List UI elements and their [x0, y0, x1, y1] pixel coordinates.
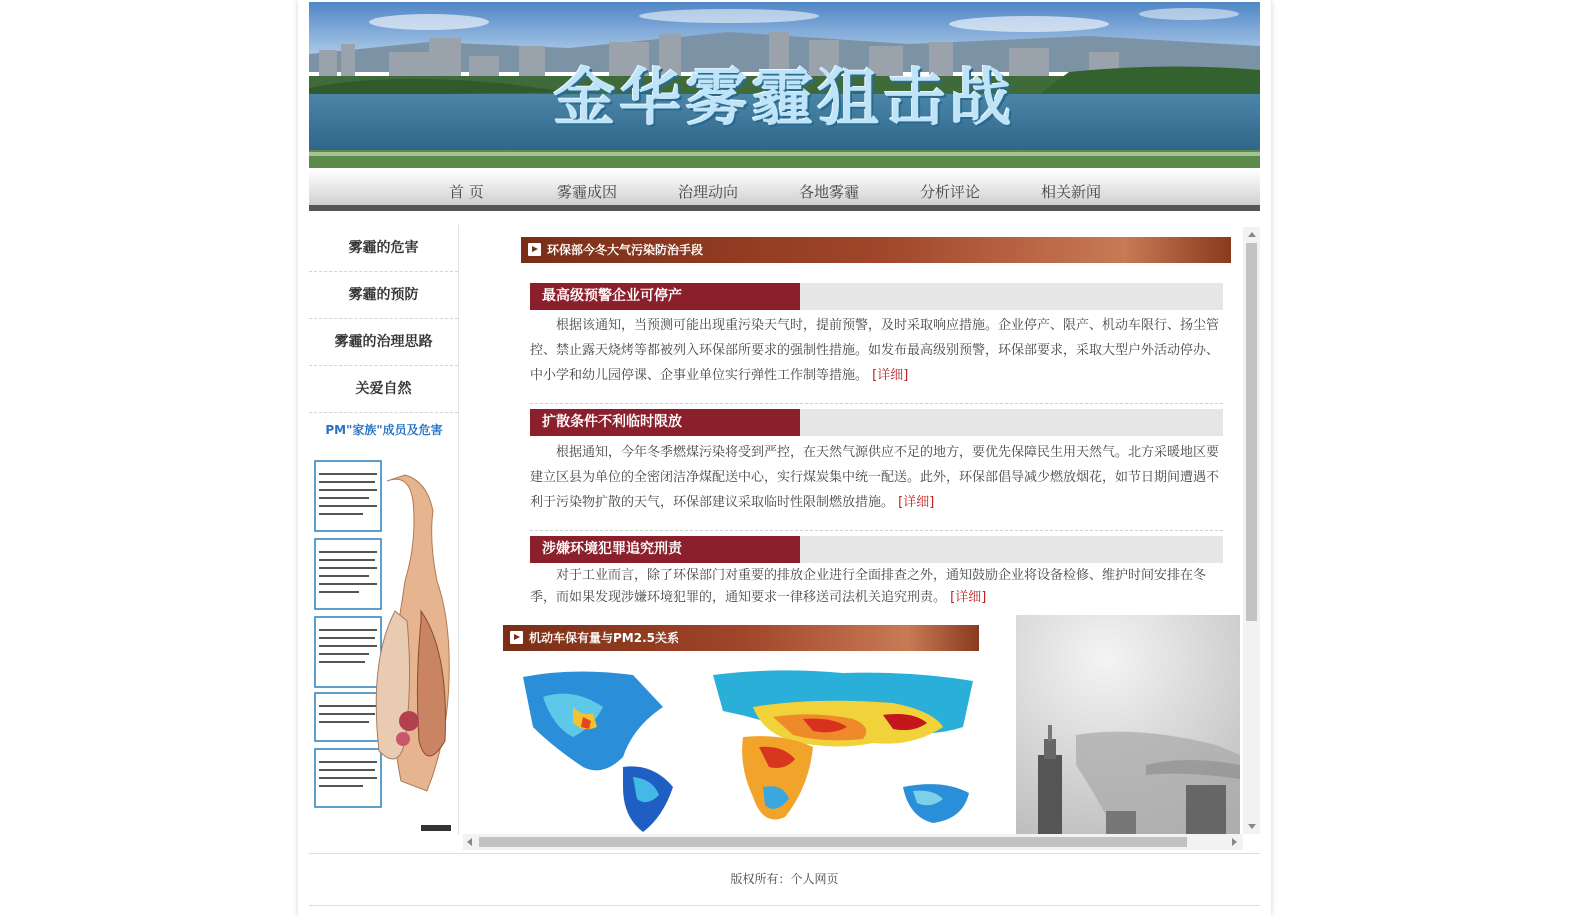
nav-item-governance[interactable]: 治理动向	[678, 183, 739, 201]
vertical-scroll-thumb[interactable]	[1246, 243, 1257, 621]
horizontal-scrollbar[interactable]	[463, 834, 1243, 850]
nav-item-analysis[interactable]: 分析评论	[920, 183, 981, 201]
vertical-scrollbar[interactable]	[1243, 227, 1260, 834]
section-title-pollution-measures: 环保部今冬大气污染防治手段	[547, 243, 704, 257]
pm-family-infographic	[309, 421, 459, 835]
news-more-link-2[interactable]: [详细]	[898, 495, 935, 510]
news-body-1	[530, 313, 1223, 388]
news-more-link-1[interactable]: [详细]	[872, 368, 909, 383]
horizontal-scroll-thumb[interactable]	[479, 837, 1187, 847]
news-divider	[530, 403, 1223, 404]
world-pm25-map-image	[513, 667, 979, 834]
news-title-3[interactable]: 涉嫌环境犯罪追究刑责	[530, 536, 800, 563]
news-text-2: 根据通知，今年冬季燃煤污染将受到严控，在天然气源供应不足的地方，要优先保障民生用天然气。北方采暖地区要建立区县为单位的全密闭洁净煤配送中心，实行煤炭集中统一配送。此外，环保部倡导减少燃放烟花，如节日期间遭遇不利于污染物扩散的天气，环保部建议采取临时性限制燃放措施。	[530, 445, 1220, 510]
news-more-link-3[interactable]: [详细]	[950, 590, 987, 605]
sidebar-item-treatment[interactable]: 雾霾的治理思路	[309, 319, 458, 366]
nav-item-home[interactable]: 首 页	[449, 183, 484, 201]
news-title-1[interactable]: 最高级预警企业可停产	[530, 283, 800, 310]
main-content-pane[interactable]	[463, 227, 1243, 834]
section-title-vehicles-pm25: 机动车保有量与PM2.5关系	[529, 631, 679, 645]
scroll-left-arrow-icon[interactable]	[467, 838, 472, 846]
sidebar-item-prevention[interactable]: 雾霾的预防	[309, 272, 458, 319]
pm-infographic-title: PM"家族"成员及危害	[325, 423, 443, 437]
play-icon	[510, 631, 523, 644]
nav-item-news[interactable]: 相关新闻	[1041, 183, 1102, 201]
news-text-3: 对于工业而言，除了环保部门对重要的排放企业进行全面排查之外，通知鼓励企业将设备检修、维护时间安排在冬季，而如果发现涉嫌环境犯罪的，通知要求一律移送司法机关追究刑责。	[530, 568, 1207, 605]
scroll-right-arrow-icon[interactable]	[1232, 838, 1237, 846]
main-navbar	[309, 169, 1260, 211]
play-icon	[528, 243, 541, 256]
site-banner	[309, 2, 1260, 168]
left-sidebar	[309, 225, 459, 835]
news-text-1: 根据该通知，当预测可能出现重污染天气时，提前预警，及时采取响应措施。企业停产、限产、机动车限行、扬尘管控、禁止露天烧烤等都被列入环保部所要求的强制性措施。如发布最高级别预警，环保部要求，采取大型户外活动停办、中小学和幼儿园停课、企事业单位实行弹性工作制等措施。	[530, 318, 1220, 383]
section-header-pollution-measures	[521, 237, 1231, 263]
news-header-1	[530, 283, 1223, 310]
scroll-down-arrow-icon[interactable]	[1248, 824, 1256, 829]
nav-item-regional[interactable]: 各地雾霾	[799, 183, 860, 201]
sidebar-item-nature[interactable]: 关爱自然	[309, 366, 458, 413]
news-header-2	[530, 409, 1223, 436]
site-title: 金华雾霾狙击战	[553, 61, 1016, 134]
footer-copyright: 版权所有：个人网页	[730, 872, 839, 886]
scroll-up-arrow-icon[interactable]	[1248, 232, 1256, 237]
news-title-2[interactable]: 扩散条件不利临时限放	[530, 409, 800, 436]
footer-divider	[309, 853, 1260, 854]
news-divider	[530, 530, 1223, 531]
footer-bottom-divider	[309, 905, 1260, 906]
pm-infographic-image	[309, 421, 459, 835]
nav-item-causes[interactable]: 雾霾成因	[557, 183, 618, 201]
news-body-2	[530, 440, 1223, 515]
sidebar-item-hazards[interactable]: 雾霾的危害	[309, 225, 458, 272]
news-body-3	[530, 565, 1223, 609]
section-header-vehicles-pm25	[503, 625, 979, 651]
news-header-3	[530, 536, 1223, 563]
smog-city-photo	[1016, 615, 1240, 834]
